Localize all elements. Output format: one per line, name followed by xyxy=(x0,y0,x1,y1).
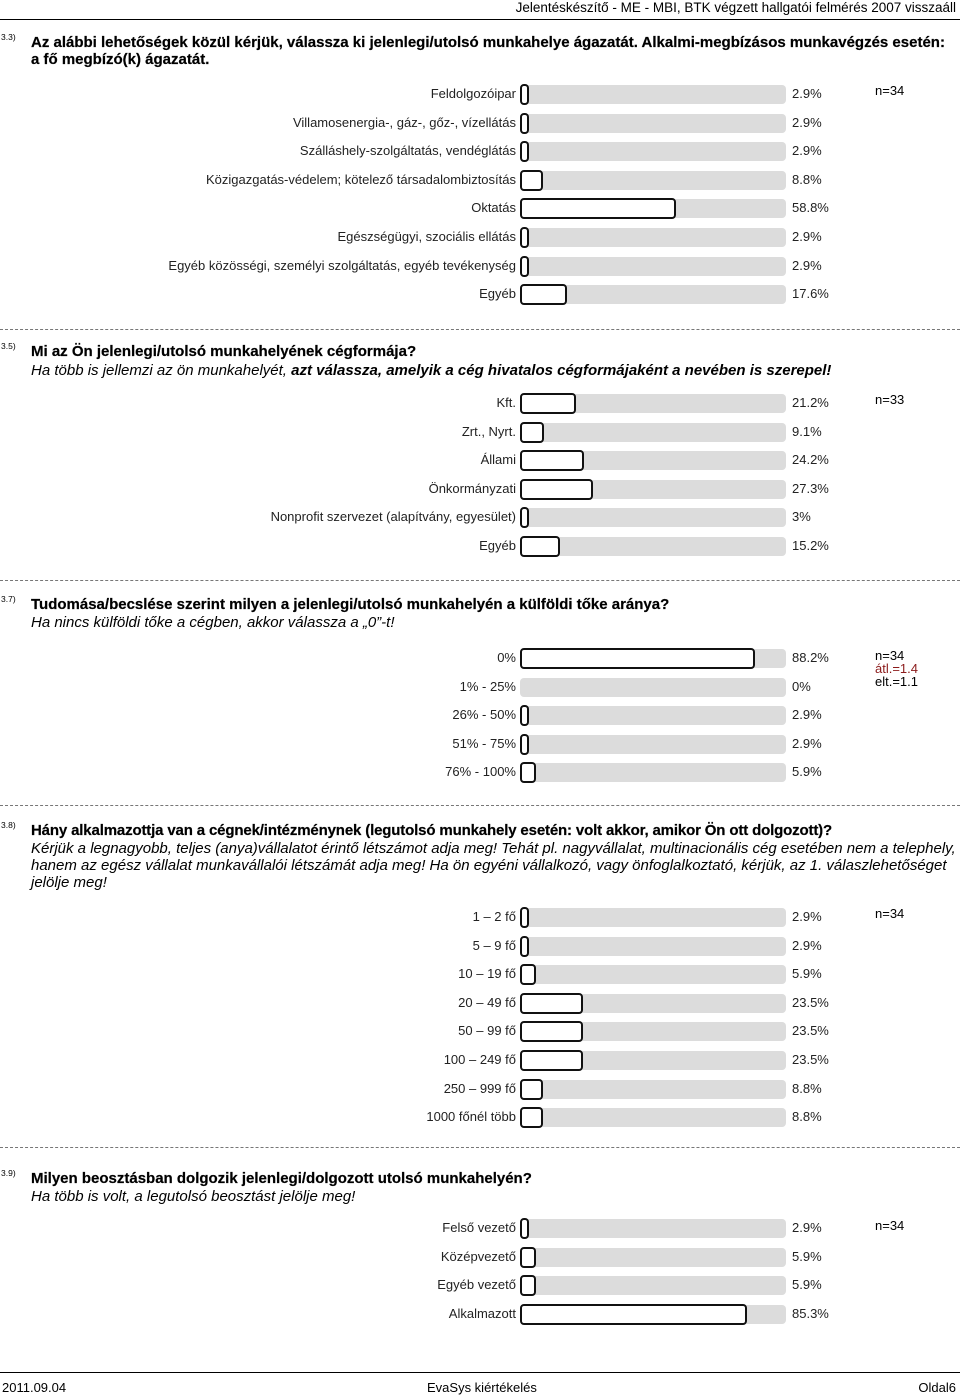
answer-label: 10 – 19 fő xyxy=(458,966,516,982)
percentage-value: 9.1% xyxy=(792,423,822,439)
percentage-bar xyxy=(520,113,529,134)
section-divider xyxy=(0,580,960,581)
answer-label: 51% - 75% xyxy=(452,735,516,751)
percentage-value: 5.9% xyxy=(792,1277,822,1293)
percentage-value: 24.2% xyxy=(792,452,829,468)
percentage-bar xyxy=(520,907,529,928)
question-number: 3.9) xyxy=(1,1168,16,1178)
question-subtitle: Kérjük a legnagyobb, teljes (anya)vállalatot érintő létszámot adja meg! Tehát pl. nagyvállalat, multinacionális cég esetében nem a telephely, hanem az egész vállalat munkavállalói létszámát adja meg! Ha ön egyéni vállalkozó, vagy önfoglalkoztató, kérjük, az 1. válaszlehetőséget jelölje meg! xyxy=(31,840,956,891)
percentage-value: 2.9% xyxy=(792,937,822,953)
answer-row xyxy=(0,256,960,276)
sample-size: n=34 xyxy=(875,83,905,98)
percentage-value: 21.2% xyxy=(792,395,829,410)
question-subtitle: Ha több is volt, a legutolsó beosztást jelölje meg! xyxy=(31,1188,356,1205)
answer-row xyxy=(0,936,960,956)
bar-track xyxy=(520,1080,786,1099)
answer-label: Zrt., Nyrt. xyxy=(461,423,516,439)
percentage-bar xyxy=(520,422,544,443)
answer-label: Alkalmazott xyxy=(448,1305,516,1321)
subtitle-emphasis: azt válassza, amelyik a cég hivatalos cégformájaként a nevében is szerepel! xyxy=(291,362,832,379)
answer-row xyxy=(0,227,960,247)
footer-date: 2011.09.04 xyxy=(2,1380,67,1395)
question-number: 3.3) xyxy=(1,32,16,42)
answer-label: 5 – 9 fő xyxy=(472,937,516,953)
question-title: Tudomása/becslése szerint milyen a jelenlegi/utolsó munkahelyén a külföldi tőke aránya? xyxy=(31,596,670,613)
answer-row xyxy=(0,450,960,470)
bar-track xyxy=(520,508,786,527)
percentage-value: 8.8% xyxy=(792,1080,822,1096)
question-title: Milyen beosztásban dolgozik jelenlegi/dolgozott utolsó munkahelyén? xyxy=(31,1170,532,1187)
percentage-bar xyxy=(520,1050,583,1071)
sample-size: n=34 xyxy=(875,1218,905,1233)
answer-label: Közigazgatás-védelem; kötelező társadalombiztosítás xyxy=(206,171,516,187)
sample-size: n=34 xyxy=(875,648,905,663)
answer-label: Nonprofit szervezet (alapítvány, egyesület) xyxy=(270,509,516,525)
percentage-bar xyxy=(520,198,676,219)
percentage-value: 23.5% xyxy=(792,1023,829,1039)
question-number: 3.8) xyxy=(1,820,16,830)
subtitle-text: Ha több is jellemzi az ön munkahelyét, xyxy=(31,362,292,379)
bar-track xyxy=(520,965,786,984)
percentage-bar xyxy=(520,536,560,557)
answer-label: 1000 főnél több xyxy=(426,1109,516,1125)
answer-label: Egyéb xyxy=(479,286,516,302)
answer-label: 250 – 999 fő xyxy=(443,1080,516,1096)
std-deviation: elt.=1.1 xyxy=(875,674,919,689)
percentage-bar xyxy=(520,1247,536,1268)
answer-label: Oktatás xyxy=(471,200,516,216)
percentage-value: 15.2% xyxy=(792,538,829,553)
percentage-bar xyxy=(520,964,536,985)
answer-row xyxy=(0,284,960,304)
percentage-bar xyxy=(520,84,529,105)
bar-track xyxy=(520,1108,786,1127)
answer-row xyxy=(0,198,960,218)
percentage-value: 2.9% xyxy=(792,257,822,273)
percentage-bar xyxy=(520,734,529,755)
percentage-value: 23.5% xyxy=(792,1052,829,1067)
answer-row xyxy=(0,1107,960,1127)
percentage-value: 8.8% xyxy=(792,1109,822,1125)
answer-row xyxy=(0,507,960,527)
bar-track xyxy=(520,763,786,782)
question-title: Mi az Ön jelenlegi/utolsó munkahelyének cégformája? xyxy=(31,343,417,360)
question-title: Az alábbi lehetőségek közül kérjük, válassza ki jelenlegi/utolsó munkahelye ágazatát. Alkalmi-megbízásos munkavégzés esetén: a fő megbízó(k) ágazatát. xyxy=(31,34,945,68)
answer-label: Önkormányzati xyxy=(428,480,516,496)
percentage-value: 3% xyxy=(792,509,811,525)
question-subtitle xyxy=(31,362,956,379)
sample-size: n=33 xyxy=(875,392,905,407)
answer-row xyxy=(0,141,960,161)
percentage-bar xyxy=(520,762,536,783)
percentage-bar xyxy=(520,993,583,1014)
answer-label: Állami xyxy=(480,452,516,468)
section-divider xyxy=(0,805,960,806)
answer-label: 100 – 249 fő xyxy=(443,1052,516,1067)
bar-track xyxy=(520,423,786,442)
answer-row xyxy=(0,1050,960,1070)
footer-page-number: Oldal6 xyxy=(918,1380,956,1395)
answer-label: 1 – 2 fő xyxy=(472,909,516,924)
percentage-value: 58.8% xyxy=(792,200,829,216)
answer-row xyxy=(0,1021,960,1041)
bar-track xyxy=(520,228,786,247)
answer-label: Egészségügyi, szociális ellátás xyxy=(337,229,516,244)
percentage-bar xyxy=(520,227,529,248)
percentage-value: 2.9% xyxy=(792,909,822,924)
question-subtitle: Ha nincs külföldi tőke a cégben, akkor válassza a „0”-t! xyxy=(31,614,395,631)
answer-label: 0% xyxy=(497,650,516,665)
section-divider xyxy=(0,1147,960,1148)
percentage-value: 2.9% xyxy=(792,143,822,159)
sample-size: n=34 xyxy=(875,906,905,921)
answer-row xyxy=(0,1247,960,1267)
question-number: 3.7) xyxy=(1,594,16,604)
percentage-value: 27.3% xyxy=(792,480,829,496)
percentage-bar xyxy=(520,648,755,669)
percentage-bar xyxy=(520,141,529,162)
answer-row xyxy=(0,170,960,190)
answer-label: 26% - 50% xyxy=(452,707,516,723)
percentage-bar xyxy=(520,170,543,191)
answer-row xyxy=(0,422,960,442)
answer-row xyxy=(0,536,960,556)
report-header-title: Jelentéskészítő - ME - MBI, BTK végzett hallgatói felmérés 2007 visszaáll xyxy=(515,0,956,15)
percentage-value: 85.3% xyxy=(792,1305,829,1321)
percentage-bar xyxy=(520,1218,529,1239)
answer-row xyxy=(0,1079,960,1099)
section-divider xyxy=(0,329,960,330)
percentage-bar xyxy=(520,284,567,305)
header-divider xyxy=(0,19,960,20)
answer-row xyxy=(0,762,960,782)
percentage-value: 2.9% xyxy=(792,735,822,751)
percentage-bar xyxy=(520,507,529,528)
footer-app-name: EvaSys kiértékelés xyxy=(427,1380,537,1395)
bar-track xyxy=(520,171,786,190)
percentage-bar xyxy=(520,256,529,277)
percentage-value: 2.9% xyxy=(792,1220,822,1235)
bar-track xyxy=(520,937,786,956)
answer-label: 76% - 100% xyxy=(445,764,516,780)
bar-track xyxy=(520,142,786,161)
percentage-value: 2.9% xyxy=(792,229,822,244)
mean-value: átl.=1.4 xyxy=(875,661,919,676)
bar-track xyxy=(520,85,786,104)
percentage-value: 8.8% xyxy=(792,171,822,187)
percentage-value: 2.9% xyxy=(792,86,822,101)
bar-track xyxy=(520,735,786,754)
percentage-value: 5.9% xyxy=(792,1248,822,1264)
answer-row xyxy=(0,705,960,725)
question-title: Hány alkalmazottja van a cégnek/intézménynek (legutolsó munkahely esetén: volt akkor, amikor Ön ott dolgozott)? xyxy=(31,822,833,839)
answer-label: 1% - 25% xyxy=(459,678,516,694)
bar-track xyxy=(520,257,786,276)
answer-row xyxy=(0,964,960,984)
bar-track xyxy=(520,678,786,697)
answer-label: Középvezető xyxy=(440,1248,516,1264)
answer-label: 20 – 49 fő xyxy=(458,994,516,1010)
percentage-value: 0% xyxy=(792,678,811,694)
answer-label: Egyéb közösségi, személyi szolgáltatás, egyéb tevékenység xyxy=(168,257,516,273)
percentage-bar xyxy=(520,393,576,414)
percentage-bar xyxy=(520,1079,543,1100)
answer-label: Egyéb xyxy=(479,538,516,553)
bar-track xyxy=(520,1219,786,1238)
answer-row xyxy=(0,1218,960,1238)
answer-label: Kft. xyxy=(496,395,516,410)
bar-track xyxy=(520,908,786,927)
percentage-value: 23.5% xyxy=(792,994,829,1010)
percentage-bar xyxy=(520,1021,583,1042)
percentage-value: 17.6% xyxy=(792,286,829,302)
answer-row xyxy=(0,1275,960,1295)
percentage-bar xyxy=(520,1275,536,1296)
answer-row xyxy=(0,84,960,104)
answer-row xyxy=(0,113,960,133)
percentage-bar xyxy=(520,1304,747,1325)
bar-track xyxy=(520,1276,786,1295)
answer-row xyxy=(0,479,960,499)
answer-label: Villamosenergia-, gáz-, gőz-, vízellátás xyxy=(292,114,516,130)
answer-row xyxy=(0,907,960,927)
percentage-bar xyxy=(520,479,593,500)
answer-row xyxy=(0,734,960,754)
percentage-value: 2.9% xyxy=(792,707,822,723)
answer-label: 50 – 99 fő xyxy=(458,1023,516,1039)
footer-divider xyxy=(0,1372,960,1373)
answer-label: Felső vezető xyxy=(442,1220,516,1235)
percentage-value: 88.2% xyxy=(792,650,829,665)
percentage-value: 5.9% xyxy=(792,764,822,780)
percentage-bar xyxy=(520,936,529,957)
answer-label: Feldolgozóipar xyxy=(430,86,516,101)
answer-label: Szálláshely-szolgáltatás, vendéglátás xyxy=(299,143,516,159)
percentage-value: 2.9% xyxy=(792,114,822,130)
bar-track xyxy=(520,1248,786,1267)
answer-label: Egyéb vezető xyxy=(437,1277,516,1293)
answer-row xyxy=(0,993,960,1013)
question-number: 3.5) xyxy=(1,341,16,351)
bar-track xyxy=(520,706,786,725)
bar-track xyxy=(520,114,786,133)
percentage-bar xyxy=(520,705,529,726)
percentage-bar xyxy=(520,450,584,471)
answer-row xyxy=(0,648,960,668)
answer-row xyxy=(0,674,960,697)
answer-row xyxy=(0,393,960,413)
percentage-value: 5.9% xyxy=(792,966,822,982)
percentage-bar xyxy=(520,1107,543,1128)
answer-row xyxy=(0,1304,960,1324)
